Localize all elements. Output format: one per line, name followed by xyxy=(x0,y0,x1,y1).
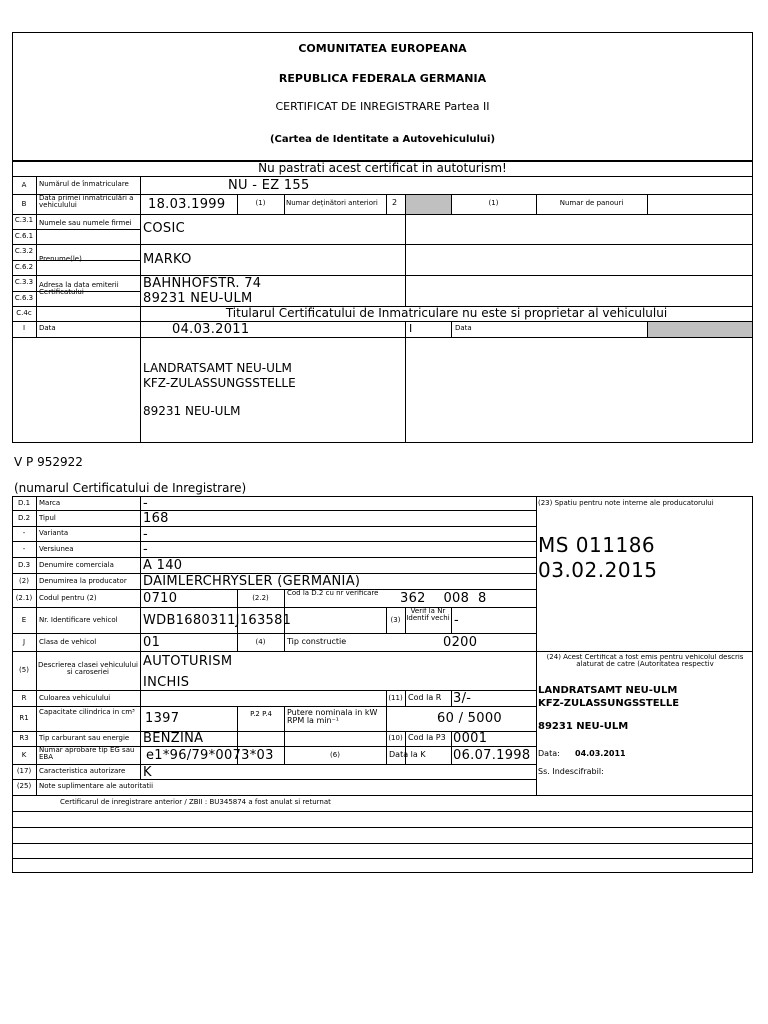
right-data-label: Data: xyxy=(538,749,560,758)
adresa-line1: BAHNHOFSTR. 74 xyxy=(143,276,262,291)
annulment-note: Certificarul de inregistrare anterior / ZBII : BU345874 a fost anulat si returnat xyxy=(60,798,331,806)
paren-1: (1) xyxy=(255,199,266,207)
code-j: J xyxy=(22,638,26,646)
denumire-comerciala-value: A 140 xyxy=(143,558,183,573)
authority-line1: LANDRATSAMT NEU-ULM xyxy=(143,361,292,375)
nr-detinatori-value: 2 xyxy=(392,198,398,207)
code-d1: D.1 xyxy=(17,499,31,507)
code-c32: C.3.2 xyxy=(14,247,34,255)
code-a: A xyxy=(21,181,27,189)
code-varianta: - xyxy=(22,529,26,537)
shaded-cell xyxy=(648,322,752,337)
code-21: (2.1) xyxy=(15,594,33,602)
code-d2: D.2 xyxy=(17,514,31,522)
prenume-value: MARKO xyxy=(143,252,192,267)
code-10: (10) xyxy=(388,734,403,742)
label-tipul: Tipul xyxy=(39,514,56,522)
label-denumire-comerciala: Denumire comerciala xyxy=(39,561,114,569)
clasa-line1-value: AUTOTURISM xyxy=(143,654,233,669)
data-value: 04.03.2011 xyxy=(172,322,250,337)
authority-line3: 89231 NEU-ULM xyxy=(143,404,241,418)
clasa-vehicol-value: 01 xyxy=(143,635,161,650)
code-p2-p4: P.2 P.4 xyxy=(250,710,272,718)
header-community: COMUNITATEA EUROPEANA xyxy=(298,42,467,55)
code-11: (11) xyxy=(388,694,403,702)
code-22: (2.2) xyxy=(252,594,269,602)
right-authority-line2: KFZ-ZULASSUNGSSTELLE xyxy=(538,698,680,709)
nume-value: COSIC xyxy=(143,221,185,236)
label-nr-panouri: Numar de panouri xyxy=(559,199,624,207)
label-cod-d2: Cod la D.2 cu nr verificare xyxy=(287,589,379,597)
label-data-la-k: Data la K xyxy=(389,750,426,759)
label-tip-constructie: Tip constructie xyxy=(287,637,347,646)
label-adresa: Adresa la data emiterii Certificatului xyxy=(39,281,119,297)
denumire-producator-value: DAIMLERCHRYSLER (GERMANIA) xyxy=(143,574,361,589)
verif-nr-value: - xyxy=(454,613,459,628)
label-verif-nr: Verif la Nr Identif vechi xyxy=(406,607,450,623)
code-17: (17) xyxy=(16,767,32,775)
label-tip-carburant: Tip carburant sau energie xyxy=(39,734,130,742)
paren-1b: (1) xyxy=(488,199,499,207)
carburant-value: BENZINA xyxy=(143,731,204,746)
i-right-code: I xyxy=(409,322,413,335)
label-varianta: Varianta xyxy=(39,529,69,537)
nr-inmatriculare-value: NU - EZ 155 xyxy=(228,178,310,193)
tip-constructie-value: 0200 xyxy=(443,635,478,650)
right-authority-line1: LANDRATSAMT NEU-ULM xyxy=(538,685,678,696)
warning-text: Nu pastrati acest certificat in autoturism! xyxy=(258,161,507,175)
code-b: B xyxy=(21,200,27,208)
versiunea-value: - xyxy=(143,542,148,557)
label-denumire-producator: Denumirea la producator xyxy=(39,577,127,585)
right-data-value: 04.03.2011 xyxy=(575,749,626,758)
label-nr-detinatori: Numar deținători anteriori xyxy=(286,199,378,207)
varianta-value: - xyxy=(143,527,148,542)
clasa-line2-value: INCHIS xyxy=(143,675,190,690)
codul-pentru-2-value: 0710 xyxy=(143,591,178,606)
vin-value: WDB1680311J163581 xyxy=(143,613,292,628)
adresa-line2: 89231 NEU-ULM xyxy=(143,291,253,306)
cod-p3-value: 0001 xyxy=(453,731,488,746)
label-nr-identificare: Nr. Identificare vehicol xyxy=(39,616,118,624)
code-2: (2) xyxy=(19,577,29,585)
code-6: (6) xyxy=(330,751,340,759)
code-versiunea: - xyxy=(22,545,26,553)
code-3: (3) xyxy=(390,616,401,624)
caracteristica-value: K xyxy=(143,765,152,780)
authority-line2: KFZ-ZULASSUNGSSTELLE xyxy=(143,376,296,390)
cod-r-value: 3/- xyxy=(453,691,472,706)
label-data-right: Data xyxy=(455,324,472,332)
shaded-cell xyxy=(406,195,451,214)
code-c61: C.6.1 xyxy=(14,232,34,240)
label-23: (23) Spatiu pentru note interne ale producatorului xyxy=(538,499,714,507)
code-c4c: C.4c xyxy=(16,309,32,317)
label-prenume: Prenume(le) xyxy=(39,255,82,263)
header-country: REPUBLICA FEDERALA GERMANIA xyxy=(278,72,487,85)
label-codul-pentru-2: Codul pentru (2) xyxy=(39,594,97,602)
label-note-suplimentare: Note suplimentare ale autoritatii xyxy=(39,782,154,790)
marca-value: - xyxy=(143,496,148,511)
code-c33: C.3.3 xyxy=(14,278,34,286)
tipul-value: 168 xyxy=(143,511,169,526)
code-k: K xyxy=(21,751,27,759)
code-d3: D.3 xyxy=(17,561,31,569)
putere-value: 60 / 5000 xyxy=(437,711,502,726)
label-clasa-vehicol: Clasa de vehicol xyxy=(39,638,97,646)
label-data-prima: Data primei inmatriculări a vehiculului xyxy=(39,194,134,210)
code-4: (4) xyxy=(255,638,266,646)
code-r1: R1 xyxy=(19,714,29,722)
code-r: R xyxy=(21,694,27,702)
label-24: (24) Acest Certificat a fost emis pentru vehicolul descris alaturat de catre (Autoritatea respectiv xyxy=(546,654,744,669)
header-subtitle: (Cartea de Identitate a Autovehiculului) xyxy=(269,134,496,145)
label-caracteristica: Caracteristica autorizare xyxy=(39,767,126,775)
label-numar-aprobare: Numar aprobare tip EG sau EBA xyxy=(39,746,135,762)
label-nr-inmatriculare: Numărul de înmatriculare xyxy=(39,180,129,188)
code-e: E xyxy=(21,616,27,624)
certificate-serial-caption: (numarul Certificatului de Inregistrare) xyxy=(14,481,247,495)
data-prima-value: 18.03.1999 xyxy=(148,197,226,212)
label-culoarea: Culoarea vehiculului xyxy=(39,694,111,702)
label-descrierea-clasei: Descrierea clasei vehiculului si caroseriei xyxy=(38,661,138,677)
capacitate-value: 1397 xyxy=(145,711,180,726)
label-data: Data xyxy=(39,324,56,332)
code-c62: C.6.2 xyxy=(14,263,34,271)
label-marca: Marca xyxy=(39,499,61,507)
cod-d2-value: 362 008 8 xyxy=(400,591,487,606)
ms-line1: MS 011186 xyxy=(538,533,656,557)
right-authority-line3: 89231 NEU-ULM xyxy=(538,721,629,732)
titular-note: Titularul Certificatului de Inmatriculare nu este si proprietar al vehiculului xyxy=(225,306,668,320)
certificate-serial: V P 952922 xyxy=(14,455,83,469)
code-i: I xyxy=(22,324,26,332)
label-cod-p3: Cod la P3 xyxy=(408,733,446,742)
header-certificate-title: CERTIFICAT DE INREGISTRARE Partea II xyxy=(275,100,490,113)
signature-label: Ss. Indescifrabil: xyxy=(538,767,604,776)
label-versiunea: Versiunea xyxy=(39,545,74,553)
label-numele: Numele sau numele firmei xyxy=(39,219,132,227)
ms-line2: 03.02.2015 xyxy=(538,558,658,582)
aprobare-value: e1*96/79*0073*03 xyxy=(146,748,274,763)
label-putere: Putere nominala in kW RPM la min⁻¹ xyxy=(287,708,378,726)
code-r3: R3 xyxy=(19,734,29,742)
label-capacitate: Capacitate cilindrica in cm³ xyxy=(39,708,135,716)
code-5: (5) xyxy=(19,666,29,674)
label-cod-r: Cod la R xyxy=(408,693,442,702)
code-c63: C.6.3 xyxy=(14,294,34,302)
code-25: (25) xyxy=(16,782,32,790)
data-la-k-value: 06.07.1998 xyxy=(453,748,531,763)
code-c31: C.3.1 xyxy=(14,216,34,224)
